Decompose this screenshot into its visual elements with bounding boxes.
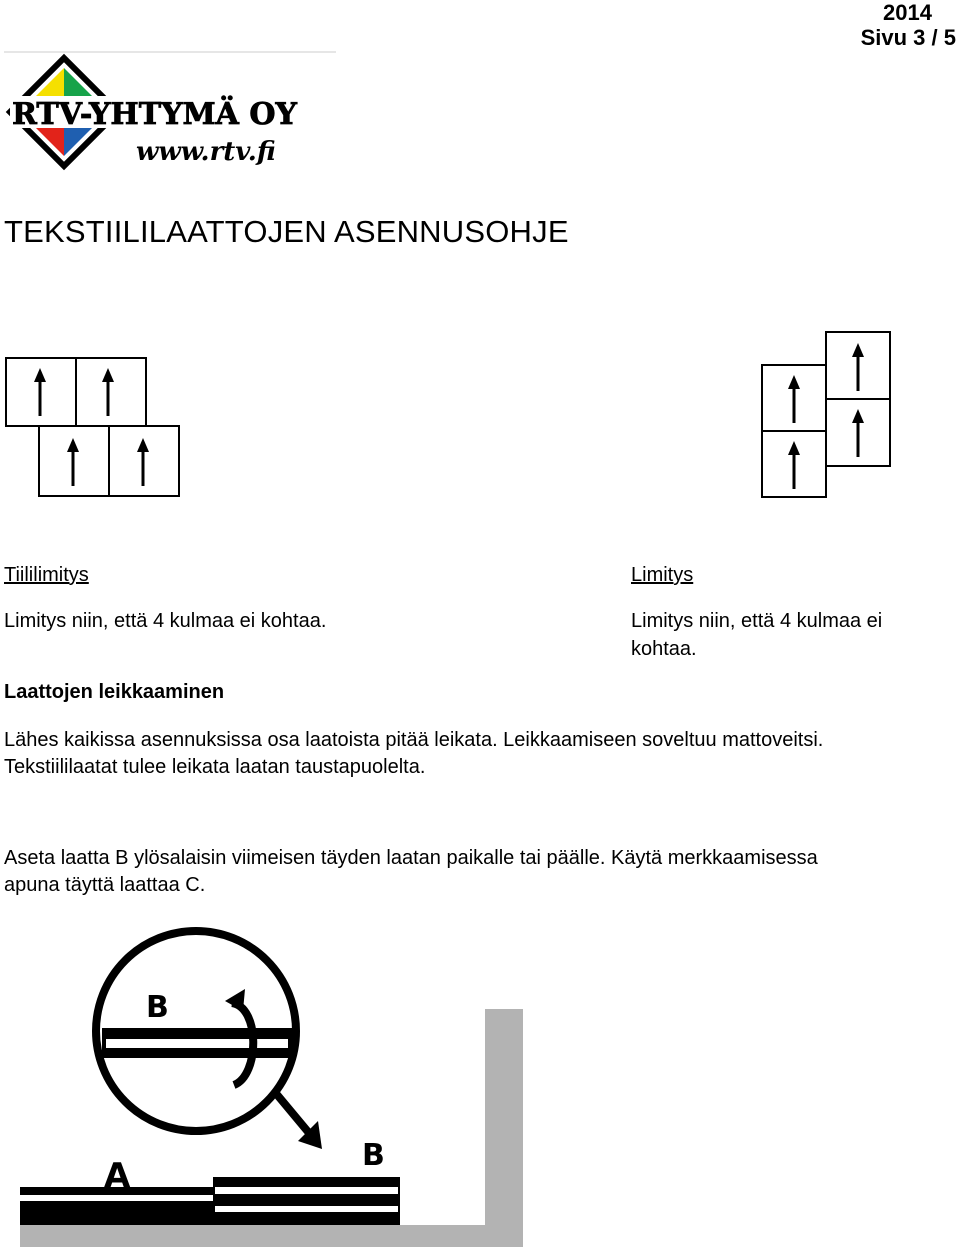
paragraph-line: Aseta laatta B ylösalaisin viimeisen täyden laatan paikalle tai päälle. Käytä merkkaamisessa [4,847,818,869]
logo-url: www.rtv.fi [136,137,276,167]
pattern-name-brick: Tiililimitys [4,564,89,586]
page-title: TEKSTIILILAATTOJEN ASENNUSOHJE [4,214,569,249]
wall [485,1009,523,1247]
label-b-top: B [146,990,169,1025]
pattern-desc-brick: Limitys niin, että 4 kulmaa ei kohtaa. [4,610,327,632]
pattern-desc-offset-line1: Limitys niin, että 4 kulmaa ei [631,610,883,632]
section-heading: Laattojen leikkaaminen [4,681,225,703]
pattern-name-offset: Limitys [631,564,694,586]
header-page-number: Sivu 3 / 5 [860,25,956,50]
paragraph-line: Tekstiililaatat tulee leikata laatan taustapuolelta. [4,756,426,778]
paragraph-line: Lähes kaikissa asennuksissa osa laatoista pitää leikata. Leikkaamiseen soveltuu mattoveitsi. [4,729,824,751]
paragraph-line: apuna täyttä laattaa C. [4,874,206,896]
logo-company-name: RTV-YHTYMÄ OY [12,97,297,132]
company-logo [4,52,336,174]
label-b: B [362,1138,385,1173]
brick-pattern-diagram [0,350,190,500]
header-year: 2014 [883,0,932,25]
pointer-arrow-icon [274,1091,322,1149]
floor [20,1225,523,1247]
tile [76,358,146,426]
pattern-desc-offset-line2: kohtaa. [631,638,697,660]
label-a: A [104,1156,131,1196]
offset-pattern-diagram [755,325,900,503]
cutting-illustration [20,925,530,1247]
